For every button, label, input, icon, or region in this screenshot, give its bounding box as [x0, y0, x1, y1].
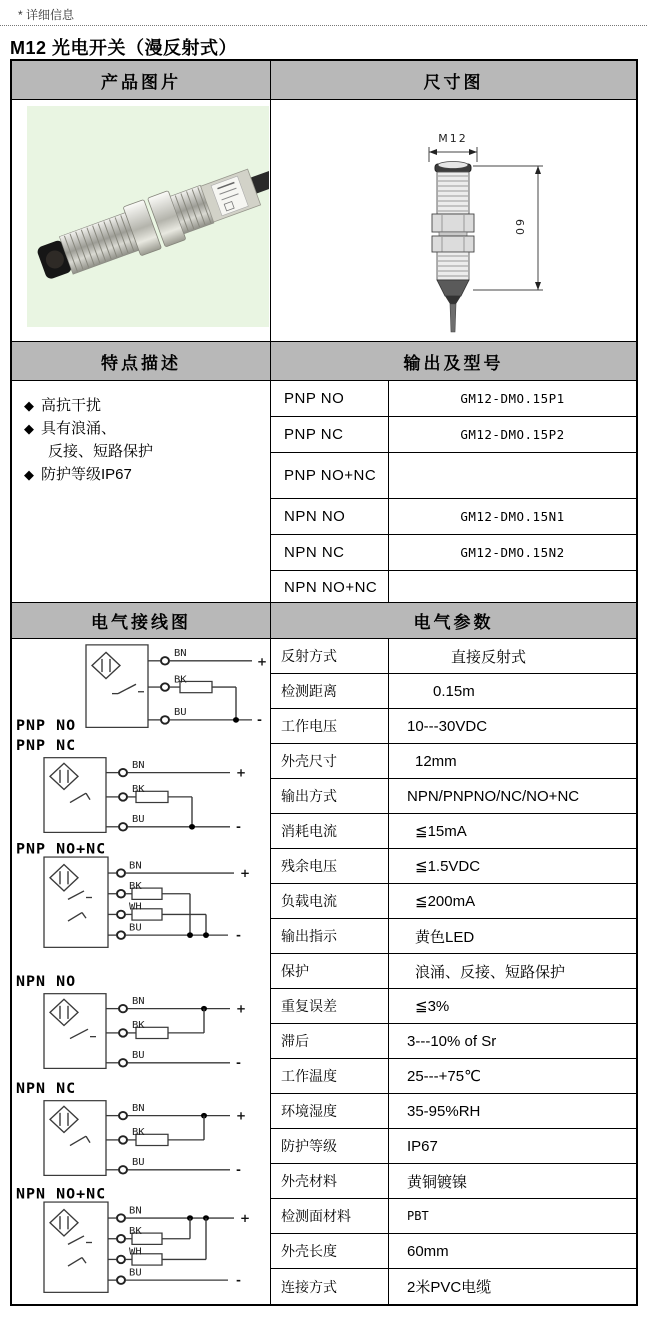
param-row: [271, 919, 636, 954]
nc-switch-icon: [70, 793, 90, 802]
wiring-diagram-npn-no: [14, 975, 270, 1074]
param-row: [271, 1199, 636, 1234]
sensor-symbol-icon: [50, 1106, 78, 1132]
wiring-diagrams: [12, 639, 271, 1304]
model-number: GM12-DMO.15P2: [460, 427, 565, 442]
features-models-row: [12, 381, 636, 603]
param-label: 检测面材料: [271, 1199, 389, 1233]
param-row: [271, 884, 636, 919]
feature-text: 防护等级IP67: [41, 466, 132, 483]
plus-terminal: +: [240, 1211, 251, 1225]
diagram-label: NPN NC: [16, 1082, 77, 1098]
no-switch-icon: [70, 1029, 96, 1038]
plus-terminal: +: [236, 1001, 247, 1016]
model-number: GM12-DMO.15N2: [460, 545, 565, 560]
model-row: [271, 417, 636, 453]
page-title: M12 光电开关（漫反射式）: [10, 38, 238, 58]
details-note: * 详细信息: [18, 8, 75, 22]
plus-terminal: +: [236, 765, 247, 780]
product-photo: [27, 106, 269, 327]
wire-label-bu: BU: [132, 814, 145, 826]
sensor-symbol-icon: [50, 999, 78, 1025]
param-value: 60mm: [407, 1242, 449, 1260]
no-switch-icon: [112, 684, 144, 693]
param-value: 3---10% of Sr: [407, 1032, 497, 1050]
param-row: [271, 744, 636, 779]
dimension-drawing-cell: [271, 100, 636, 341]
param-value: 浪涌、反接、短路保护: [415, 963, 566, 981]
param-row: [271, 709, 636, 744]
no-switch-icon: [68, 1236, 92, 1244]
details-note-bar: [0, 0, 647, 26]
diamond-bullet-icon: ◆: [24, 421, 34, 436]
wire-label-wh: WH: [129, 901, 142, 913]
param-row: [271, 1129, 636, 1164]
wire-label-bk: BK: [129, 1226, 142, 1237]
param-label: 外壳长度: [271, 1234, 389, 1268]
spec-table: [10, 59, 638, 1306]
param-row: [271, 779, 636, 814]
diamond-bullet-icon: ◆: [24, 467, 34, 482]
param-label: 环境湿度: [271, 1094, 389, 1128]
wire-label-bn: BN: [174, 648, 187, 660]
wiring-diagram-pnp-no: [14, 643, 270, 733]
param-value: 0.15m: [433, 682, 475, 700]
wiring-diagram-npn-no-nc: [14, 1187, 270, 1298]
model-row: [271, 453, 636, 499]
diagram-label: PNP NO+NC: [16, 842, 107, 858]
nc-switch-icon: [70, 1136, 90, 1145]
output-type: NPN NO+NC: [271, 571, 389, 603]
param-label: 工作温度: [271, 1059, 389, 1093]
param-row: [271, 989, 636, 1024]
header-row-features: [12, 342, 636, 381]
diagram-label: PNP NO: [16, 718, 77, 733]
param-label: 输出指示: [271, 919, 389, 953]
diagram-label: NPN NO+NC: [16, 1187, 107, 1203]
diagram-label: NPN NO: [16, 975, 77, 991]
wire-label-bu: BU: [132, 1050, 145, 1062]
minus-terminal: -: [235, 1273, 241, 1287]
length-dim-label: 60: [513, 219, 526, 237]
param-label: 重复误差: [271, 989, 389, 1023]
param-label: 连接方式: [271, 1269, 389, 1304]
model-row: [271, 535, 636, 571]
param-value: 35-95%RH: [407, 1102, 481, 1120]
model-row: [271, 499, 636, 535]
sensor-symbol-icon: [92, 652, 120, 678]
model-row: [271, 381, 636, 417]
param-row: [271, 1094, 636, 1129]
minus-terminal: -: [235, 928, 241, 942]
param-value: ≦200mA: [415, 893, 476, 910]
feature-text: 具有浪涌、: [41, 420, 117, 437]
wire-label-bu: BU: [132, 1157, 145, 1169]
model-row: [271, 571, 636, 603]
header-row-wiring: [12, 603, 636, 639]
feature-text-continued: 反接、短路保护: [48, 443, 154, 460]
param-row: [271, 1269, 636, 1304]
output-type: PNP NO+NC: [271, 453, 389, 498]
output-type: PNP NO: [271, 381, 389, 416]
param-row: [271, 1059, 636, 1094]
param-row: [271, 1024, 636, 1059]
header-row-images: [12, 61, 636, 100]
feature-item: [24, 463, 264, 486]
wire-label-bk: BK: [132, 1127, 145, 1139]
model-number: [389, 453, 636, 498]
no-switch-icon: [68, 891, 92, 899]
models-table: [271, 381, 636, 602]
header-product-image: 产品图片: [12, 61, 271, 99]
header-output-models: 输出及型号: [403, 353, 504, 373]
wire-label-bk: BK: [132, 1020, 145, 1032]
param-value: 12mm: [415, 752, 457, 770]
feature-item: [24, 394, 264, 417]
wire-label-bn: BN: [129, 860, 142, 872]
param-label: 反射方式: [271, 639, 389, 673]
wire-label-bk: BK: [132, 784, 145, 796]
param-row: [271, 814, 636, 849]
param-value: 10---30VDC: [407, 717, 488, 735]
output-type: PNP NC: [271, 417, 389, 452]
param-label: 防护等级: [271, 1129, 389, 1163]
feature-item: [24, 417, 264, 440]
output-type: NPN NC: [271, 535, 389, 570]
wiring-params-row: [12, 639, 636, 1304]
diameter-dim-label: M12: [438, 132, 468, 145]
wire-label-bn: BN: [129, 1205, 142, 1217]
minus-terminal: -: [236, 819, 241, 834]
params-table: [271, 639, 636, 1304]
diagram-label: PNP NC: [16, 739, 77, 755]
wiring-diagram-pnp-no-nc: [14, 842, 270, 953]
param-label: 残余电压: [271, 849, 389, 883]
features-list: [12, 381, 271, 602]
wire-label-bu: BU: [129, 922, 142, 934]
dimension-drawing: [333, 130, 573, 340]
param-row: [271, 639, 636, 674]
param-label: 外壳材料: [271, 1164, 389, 1198]
wire-label-bu: BU: [129, 1267, 142, 1279]
param-value: PBT: [407, 1209, 429, 1223]
wire-label-bn: BN: [132, 996, 145, 1007]
param-label: 消耗电流: [271, 814, 389, 848]
header-dimension-drawing: 尺寸图: [423, 72, 484, 92]
minus-terminal: -: [236, 1055, 241, 1070]
wire-label-bn: BN: [132, 1103, 145, 1114]
wire-label-bu: BU: [174, 707, 187, 719]
param-value: 2米PVC电缆: [407, 1279, 492, 1296]
sensor-symbol-icon: [50, 1210, 78, 1236]
param-label: 滞后: [271, 1024, 389, 1058]
header-features: 特点描述: [12, 342, 271, 380]
param-row: [271, 954, 636, 989]
param-value: IP67: [407, 1137, 438, 1155]
wiring-diagram-pnp-nc: [14, 739, 270, 838]
plus-terminal: +: [257, 654, 268, 669]
param-value: NPN/PNPNO/NC/NO+NC: [407, 787, 580, 805]
param-value: 黄色LED: [415, 928, 475, 946]
nc-switch-icon: [68, 913, 86, 921]
images-row: [12, 100, 636, 342]
param-value: 25---+75℃: [407, 1068, 481, 1085]
diamond-bullet-icon: ◆: [24, 398, 34, 413]
param-label: 输出方式: [271, 779, 389, 813]
param-row: [271, 849, 636, 884]
param-value: ≦3%: [415, 998, 450, 1015]
param-label: 外壳尺寸: [271, 744, 389, 778]
feature-text: 高抗干扰: [41, 397, 102, 414]
param-row: [271, 1234, 636, 1269]
output-type: NPN NO: [271, 499, 389, 534]
header-wiring-diagram: 电气接线图: [12, 603, 271, 638]
wire-label-wh: WH: [129, 1246, 142, 1258]
param-label: 保护: [271, 954, 389, 988]
minus-terminal: -: [257, 712, 262, 727]
param-value: ≦15mA: [415, 823, 467, 840]
model-number: GM12-DMO.15N1: [460, 509, 565, 524]
param-label: 工作电压: [271, 709, 389, 743]
param-value: 黄铜镀镍: [407, 1173, 468, 1191]
sensor-outline: [432, 162, 474, 333]
model-number: [389, 571, 636, 603]
plus-terminal: +: [240, 866, 251, 880]
param-label: 检测距离: [271, 674, 389, 708]
plus-terminal: +: [236, 1108, 247, 1123]
param-row: [271, 1164, 636, 1199]
product-photo-cell: [12, 100, 271, 341]
sensor-symbol-icon: [50, 865, 78, 891]
model-number: GM12-DMO.15P1: [460, 391, 565, 406]
header-electrical-params: 电气参数: [413, 613, 494, 632]
wiring-diagram-npn-nc: [14, 1082, 270, 1181]
wire-label-bk: BK: [174, 674, 187, 686]
minus-terminal: -: [236, 1162, 241, 1177]
param-value: 直接反射式: [451, 648, 527, 666]
wire-label-bk: BK: [129, 881, 142, 892]
param-row: [271, 674, 636, 709]
param-value: ≦1.5VDC: [415, 858, 481, 875]
wire-label-bn: BN: [132, 760, 145, 771]
nc-switch-icon: [68, 1258, 86, 1266]
param-label: 负载电流: [271, 884, 389, 918]
sensor-symbol-icon: [50, 763, 78, 789]
